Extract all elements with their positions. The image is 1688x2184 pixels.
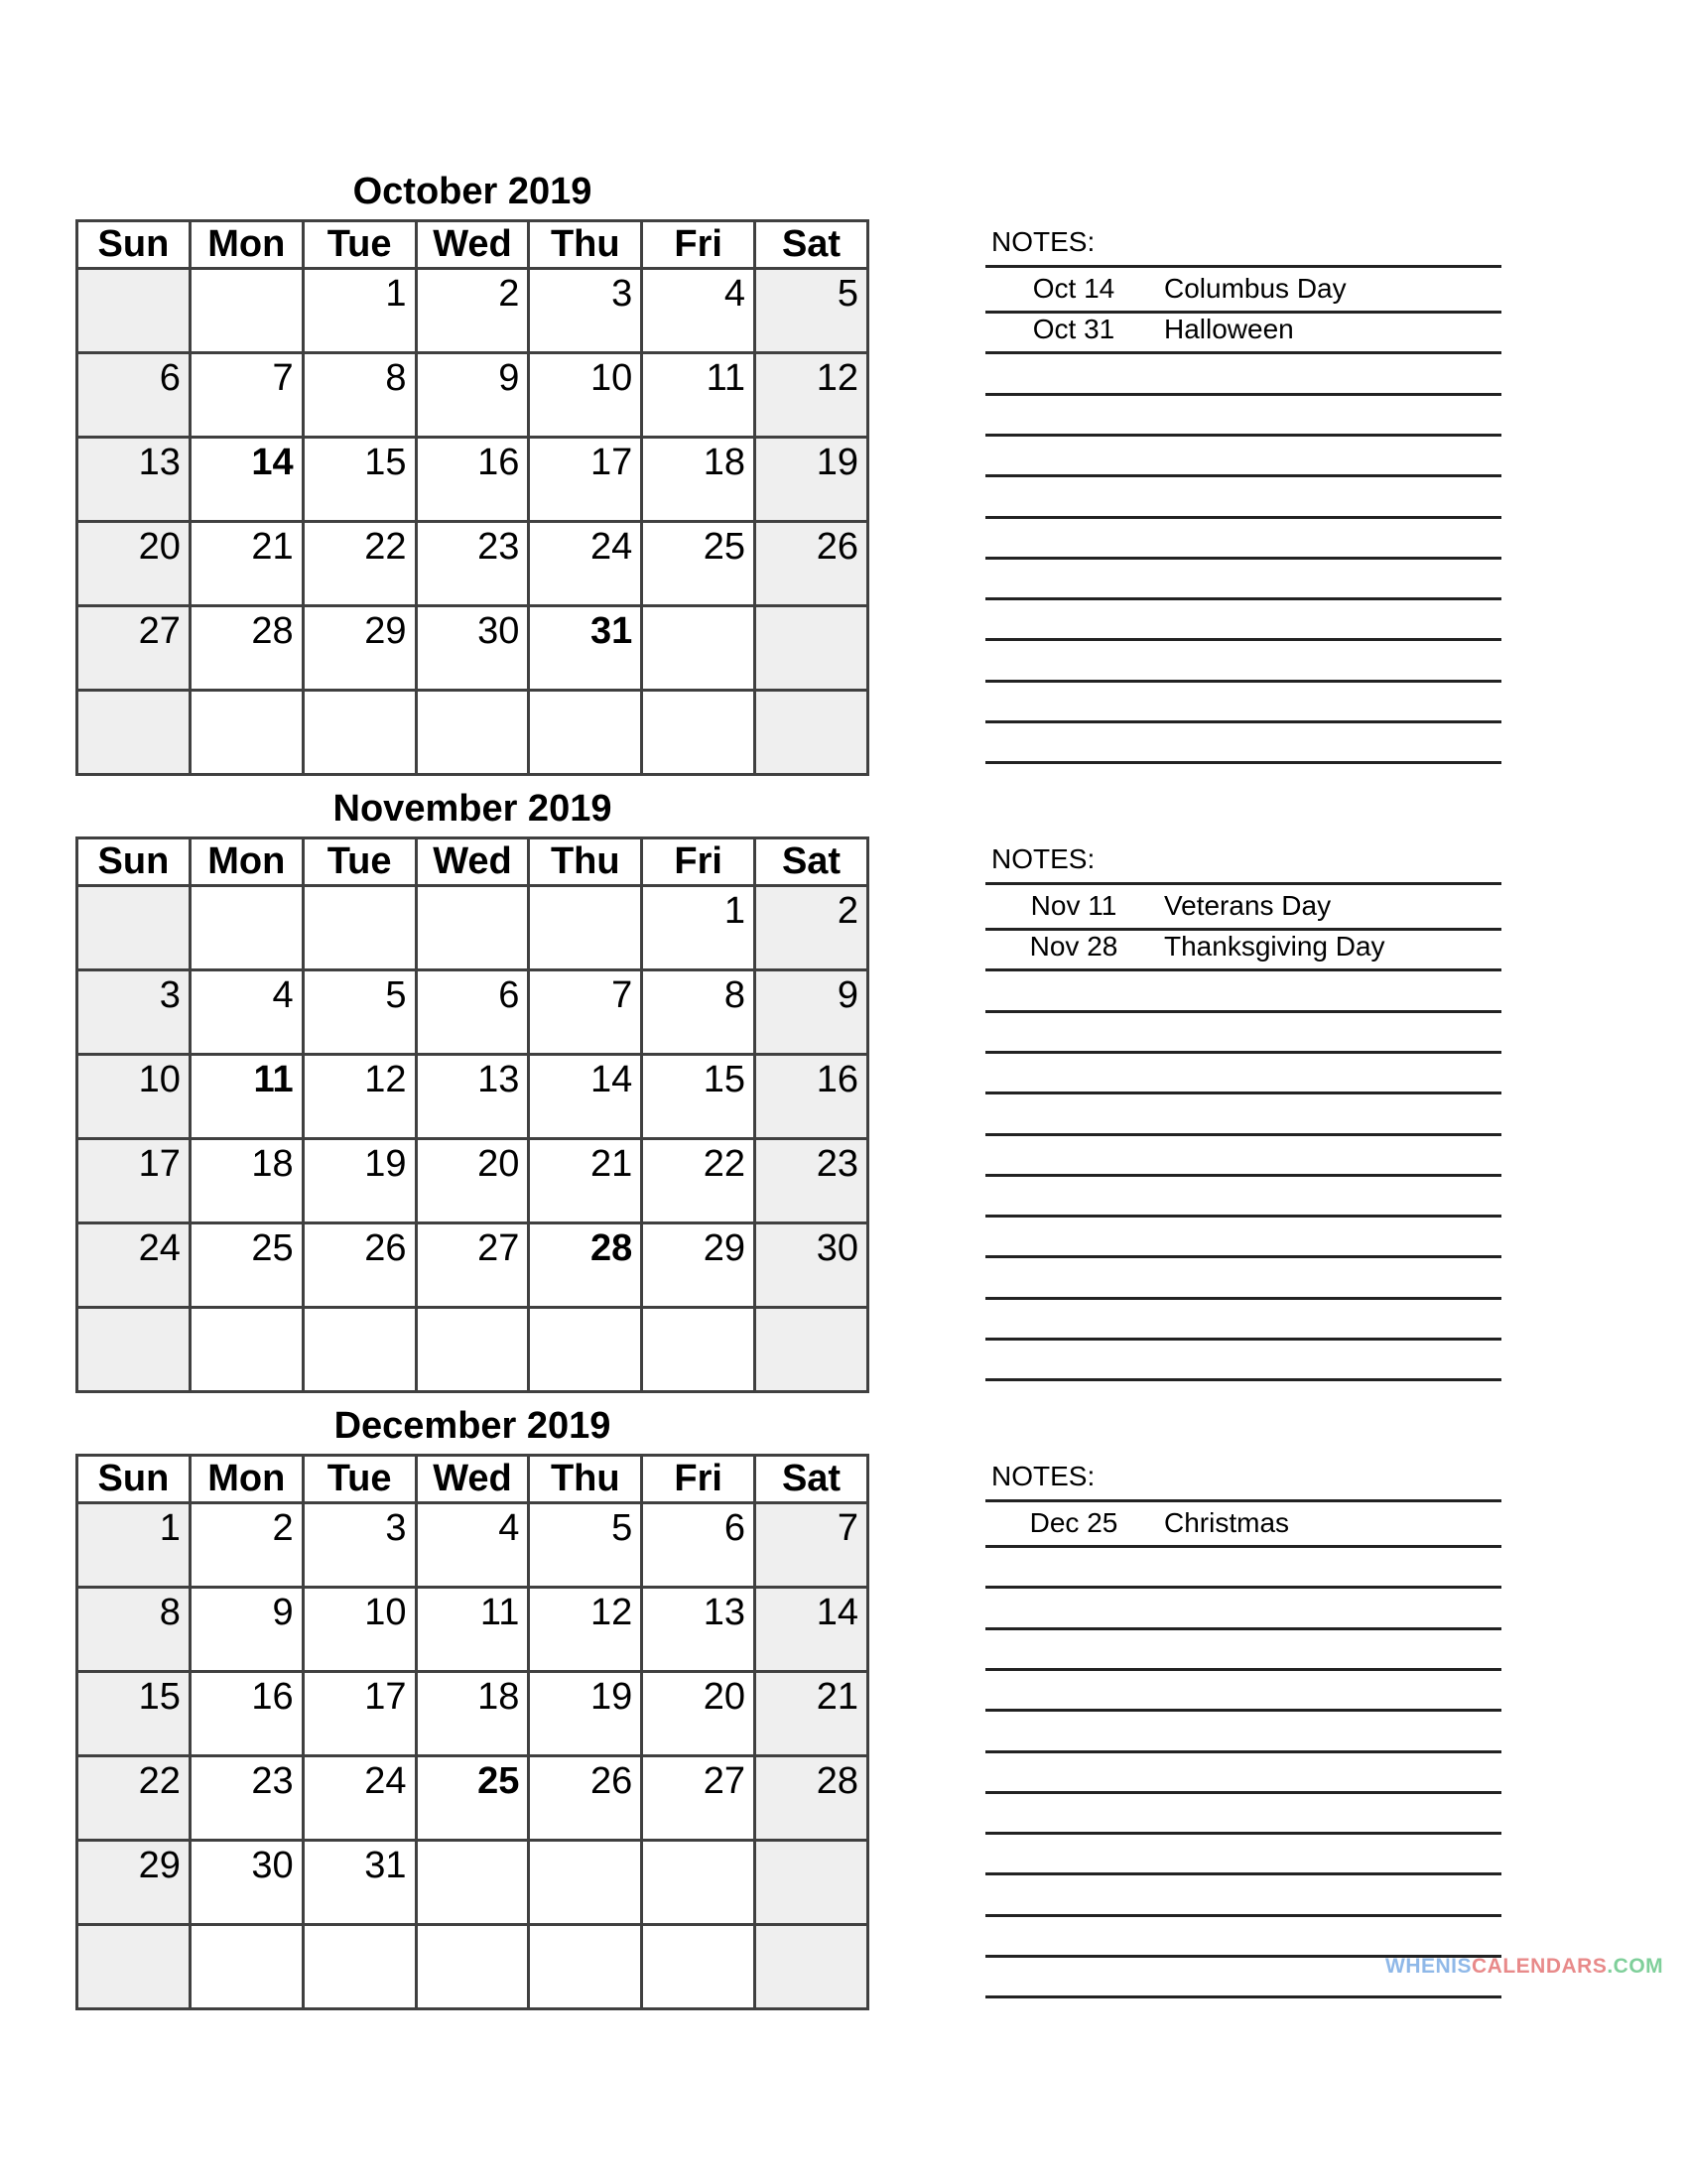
day-cell: 20: [416, 1139, 529, 1223]
day-cell: [416, 1925, 529, 2009]
note-date: Oct 31: [1032, 314, 1115, 345]
day-cell: 9: [416, 353, 529, 438]
day-cell: 14: [755, 1588, 868, 1672]
day-cell: 25: [642, 522, 755, 606]
day-cell: 24: [529, 522, 642, 606]
day-cell: 11: [190, 1055, 303, 1139]
day-cell: 22: [303, 522, 416, 606]
note-line: [985, 351, 1501, 396]
day-cell: 6: [416, 970, 529, 1055]
day-cell: 14: [529, 1055, 642, 1139]
note-line: [985, 556, 1501, 600]
day-cell: 3: [77, 970, 191, 1055]
day-cell: [416, 886, 529, 970]
note-date: Dec 25: [1029, 1507, 1118, 1538]
day-cell: [416, 1841, 529, 1925]
day-cell: [77, 1308, 191, 1392]
weekday-header: Thu: [529, 1456, 642, 1503]
week-row: [77, 1672, 868, 1756]
week-row: [77, 522, 868, 606]
day-cell: [77, 691, 191, 775]
note-line: [985, 1831, 1501, 1875]
day-cell: 15: [303, 438, 416, 522]
day-cell: 10: [77, 1055, 191, 1139]
day-cell: 30: [190, 1841, 303, 1925]
day-cell: [190, 269, 303, 353]
watermark-part1: WHENIS: [1385, 1955, 1472, 1978]
day-cell: 12: [529, 1588, 642, 1672]
day-cell: 25: [416, 1756, 529, 1841]
weekday-header: Tue: [303, 221, 416, 269]
day-cell: 27: [642, 1756, 755, 1841]
day-cell: 9: [190, 1588, 303, 1672]
day-cell: [755, 606, 868, 691]
note-holiday-name: Halloween: [1164, 314, 1294, 345]
day-cell: 25: [190, 1223, 303, 1308]
note-line: [985, 1709, 1501, 1753]
day-cell: 19: [529, 1672, 642, 1756]
weekday-header: Mon: [190, 1456, 303, 1503]
day-cell: 28: [755, 1756, 868, 1841]
day-cell: [303, 1925, 416, 2009]
day-cell: 29: [642, 1223, 755, 1308]
day-cell: 26: [303, 1223, 416, 1308]
weekday-header: Sat: [755, 1456, 868, 1503]
day-cell: 4: [416, 1503, 529, 1588]
day-cell: 6: [642, 1503, 755, 1588]
day-cell: 7: [190, 353, 303, 438]
week-row: [77, 438, 868, 522]
day-cell: [755, 1925, 868, 2009]
note-line: [985, 433, 1501, 477]
note-holiday-name: Columbus Day: [1164, 273, 1347, 304]
month-title: October 2019: [352, 171, 592, 212]
weekday-header: Fri: [642, 1456, 755, 1503]
day-cell: [77, 1925, 191, 2009]
weekday-header: Wed: [416, 221, 529, 269]
day-cell: [416, 691, 529, 775]
note-line: [985, 1173, 1501, 1218]
day-cell: [529, 1841, 642, 1925]
day-cell: 19: [303, 1139, 416, 1223]
month-calendar: [75, 171, 869, 776]
note-date: Nov 28: [1029, 931, 1118, 963]
day-cell: 24: [77, 1223, 191, 1308]
day-cell: 1: [642, 886, 755, 970]
note-line: [985, 1667, 1501, 1712]
weekday-header: Thu: [529, 221, 642, 269]
week-row: [77, 353, 868, 438]
note-line: [985, 1092, 1501, 1136]
day-cell: [642, 606, 755, 691]
day-cell: [416, 1308, 529, 1392]
day-cell: 13: [416, 1055, 529, 1139]
note-holiday-name: Thanksgiving Day: [1164, 931, 1385, 963]
day-cell: [642, 1308, 755, 1392]
day-cell: 23: [755, 1139, 868, 1223]
day-cell: 28: [190, 606, 303, 691]
day-cell: [529, 886, 642, 970]
day-cell: 27: [77, 606, 191, 691]
day-cell: 10: [303, 1588, 416, 1672]
day-cell: [77, 269, 191, 353]
day-cell: 16: [190, 1672, 303, 1756]
month-grid: [75, 1454, 869, 2010]
notes-label: NOTES:: [991, 226, 1096, 257]
weekday-header: Sun: [77, 221, 191, 269]
day-cell: 5: [303, 970, 416, 1055]
day-cell: 28: [529, 1223, 642, 1308]
day-cell: 24: [303, 1756, 416, 1841]
day-cell: 17: [303, 1672, 416, 1756]
month-title: December 2019: [333, 1405, 611, 1447]
day-cell: 12: [303, 1055, 416, 1139]
month-grid: [75, 219, 869, 776]
day-cell: 18: [190, 1139, 303, 1223]
note-line: [985, 679, 1501, 723]
note-line: [985, 1626, 1501, 1671]
day-cell: 23: [190, 1756, 303, 1841]
day-cell: 17: [77, 1139, 191, 1223]
day-cell: 11: [416, 1588, 529, 1672]
note-line: [985, 1337, 1501, 1381]
day-cell: 10: [529, 353, 642, 438]
day-cell: [190, 886, 303, 970]
watermark-part2: CALENDARS: [1472, 1955, 1608, 1978]
weekday-header: Sat: [755, 221, 868, 269]
notes-label: NOTES:: [991, 1461, 1096, 1491]
month-calendar: [75, 1405, 869, 2010]
note-line: [985, 1009, 1501, 1054]
day-cell: 15: [77, 1672, 191, 1756]
note-line: [985, 1255, 1501, 1300]
day-cell: 31: [303, 1841, 416, 1925]
note-line: [985, 1544, 1501, 1589]
day-cell: [642, 1925, 755, 2009]
notes-header-line: [985, 1499, 1501, 1502]
note-line: [985, 474, 1501, 519]
note-line: [985, 1872, 1501, 1917]
weekday-header: Mon: [190, 221, 303, 269]
note-line: [985, 1214, 1501, 1258]
day-cell: 16: [416, 438, 529, 522]
day-cell: 2: [190, 1503, 303, 1588]
note-date: Oct 14: [1032, 273, 1115, 304]
day-cell: [190, 691, 303, 775]
day-cell: [529, 1308, 642, 1392]
day-cell: 27: [416, 1223, 529, 1308]
note-line: [985, 1050, 1501, 1094]
day-cell: [303, 1308, 416, 1392]
day-cell: 30: [416, 606, 529, 691]
note-line: [985, 719, 1501, 764]
watermark-logo: [1385, 1955, 1663, 1979]
day-cell: 22: [77, 1756, 191, 1841]
day-cell: 14: [190, 438, 303, 522]
day-cell: [642, 691, 755, 775]
note-line: [985, 1790, 1501, 1835]
note-line: [985, 1132, 1501, 1177]
day-cell: 6: [77, 353, 191, 438]
day-cell: 4: [642, 269, 755, 353]
note-line: [985, 968, 1501, 1013]
note-holiday-name: Veterans Day: [1164, 890, 1332, 921]
day-cell: [303, 691, 416, 775]
week-row: [77, 1223, 868, 1308]
day-cell: 1: [77, 1503, 191, 1588]
day-cell: [529, 691, 642, 775]
note-line: [985, 1586, 1501, 1630]
note-line: [985, 1749, 1501, 1794]
weekday-header: Sun: [77, 1456, 191, 1503]
week-row: [77, 1308, 868, 1392]
week-row: [77, 970, 868, 1055]
note-line: [985, 515, 1501, 560]
week-row: [77, 1503, 868, 1588]
weekday-header: Sun: [77, 838, 191, 886]
note-holiday-name: Christmas: [1164, 1507, 1290, 1538]
watermark-part3: .COM: [1607, 1955, 1664, 1978]
note-line: [985, 1296, 1501, 1341]
day-cell: [755, 1308, 868, 1392]
day-cell: 29: [77, 1841, 191, 1925]
day-cell: 5: [529, 1503, 642, 1588]
weekday-header: Wed: [416, 1456, 529, 1503]
day-cell: 22: [642, 1139, 755, 1223]
note-date: Nov 11: [1030, 890, 1117, 921]
day-cell: 9: [755, 970, 868, 1055]
day-cell: 30: [755, 1223, 868, 1308]
note-line: [985, 886, 1501, 931]
note-line: [985, 269, 1501, 314]
day-cell: 8: [642, 970, 755, 1055]
day-cell: 12: [755, 353, 868, 438]
day-cell: 18: [416, 1672, 529, 1756]
day-cell: 21: [190, 522, 303, 606]
day-cell: 3: [303, 1503, 416, 1588]
day-cell: 3: [529, 269, 642, 353]
day-cell: [755, 1841, 868, 1925]
week-row: [77, 1588, 868, 1672]
note-line: [985, 1503, 1501, 1548]
day-cell: 17: [529, 438, 642, 522]
day-cell: 11: [642, 353, 755, 438]
weekday-header: Wed: [416, 838, 529, 886]
weekday-header: Fri: [642, 838, 755, 886]
day-cell: 13: [77, 438, 191, 522]
day-cell: 2: [416, 269, 529, 353]
day-cell: 7: [755, 1503, 868, 1588]
day-cell: 2: [755, 886, 868, 970]
day-cell: 15: [642, 1055, 755, 1139]
note-line: [985, 1913, 1501, 1958]
day-cell: 23: [416, 522, 529, 606]
day-cell: 13: [642, 1588, 755, 1672]
weekday-header: Mon: [190, 838, 303, 886]
day-cell: [642, 1841, 755, 1925]
day-cell: 5: [755, 269, 868, 353]
month-title: November 2019: [332, 788, 612, 830]
note-line: [985, 310, 1501, 354]
week-row: [77, 691, 868, 775]
day-cell: [190, 1308, 303, 1392]
day-cell: 20: [77, 522, 191, 606]
month-grid: [75, 836, 869, 1393]
day-cell: 8: [77, 1588, 191, 1672]
week-row: [77, 1925, 868, 2009]
day-cell: [755, 691, 868, 775]
day-cell: 26: [755, 522, 868, 606]
weekday-header: Tue: [303, 1456, 416, 1503]
day-cell: 20: [642, 1672, 755, 1756]
week-row: [77, 606, 868, 691]
day-cell: 16: [755, 1055, 868, 1139]
day-cell: 19: [755, 438, 868, 522]
day-cell: 8: [303, 353, 416, 438]
notes-label: NOTES:: [991, 843, 1096, 874]
month-calendar: [75, 788, 869, 1393]
day-cell: [77, 886, 191, 970]
day-cell: 18: [642, 438, 755, 522]
weekday-header: Thu: [529, 838, 642, 886]
note-line: [985, 596, 1501, 641]
week-row: [77, 1756, 868, 1841]
weekday-header: Sat: [755, 838, 868, 886]
week-row: [77, 1139, 868, 1223]
notes-header-line: [985, 265, 1501, 268]
day-cell: 21: [755, 1672, 868, 1756]
day-cell: 31: [529, 606, 642, 691]
week-row: [77, 1841, 868, 1925]
day-cell: 4: [190, 970, 303, 1055]
day-cell: 7: [529, 970, 642, 1055]
day-cell: [190, 1925, 303, 2009]
weekday-header: Tue: [303, 838, 416, 886]
day-cell: 26: [529, 1756, 642, 1841]
weekday-header: Fri: [642, 221, 755, 269]
week-row: [77, 269, 868, 353]
day-cell: [529, 1925, 642, 2009]
week-row: [77, 886, 868, 970]
note-line: [985, 638, 1501, 683]
note-line: [985, 927, 1501, 971]
day-cell: 21: [529, 1139, 642, 1223]
day-cell: [303, 886, 416, 970]
notes-header-line: [985, 882, 1501, 885]
week-row: [77, 1055, 868, 1139]
day-cell: 1: [303, 269, 416, 353]
note-line: [985, 392, 1501, 437]
day-cell: 29: [303, 606, 416, 691]
